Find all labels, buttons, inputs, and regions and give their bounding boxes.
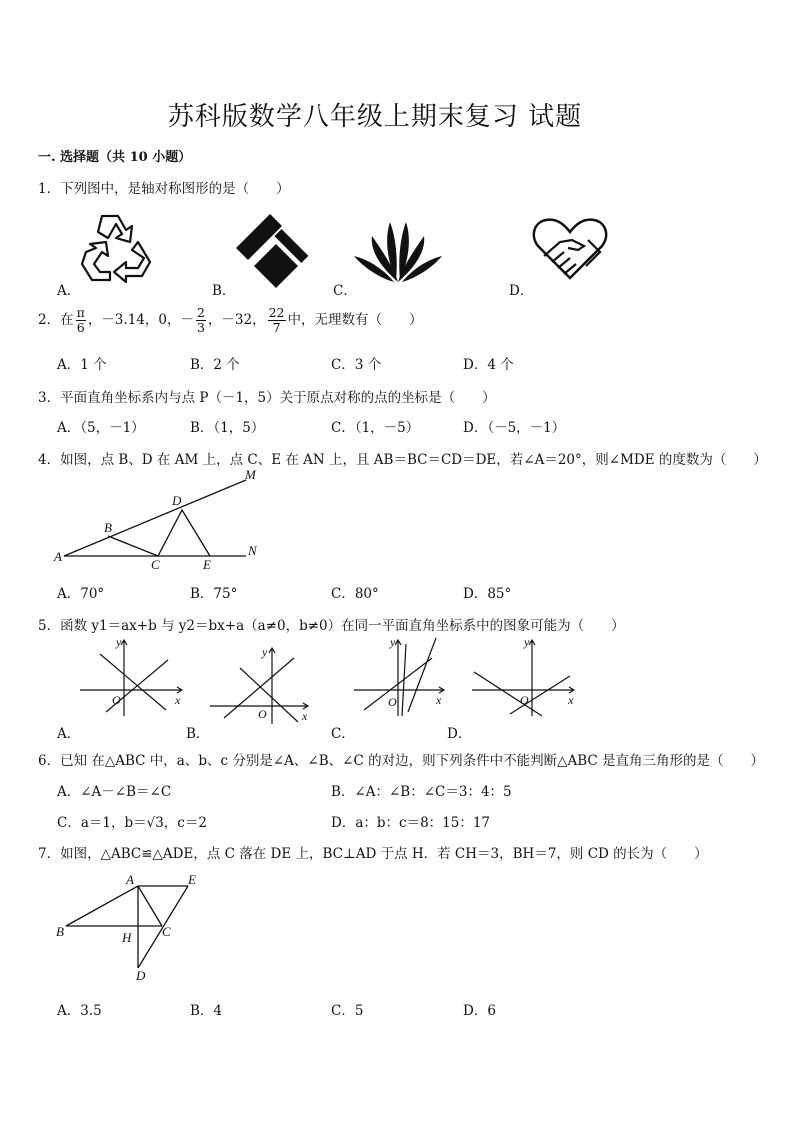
svg-text:x: x <box>436 693 442 707</box>
svg-text:x: x <box>568 693 574 707</box>
q4-option-b: B．75° <box>190 586 238 602</box>
q4-label-n: N <box>248 543 257 558</box>
section-heading: 一. 选择题（共 10 小题） <box>38 150 192 165</box>
svg-text:y: y <box>390 635 396 649</box>
q5-graph-d <box>470 636 582 718</box>
q2-option-b: B．2 个 <box>190 357 240 373</box>
q6-option-d: D．a：b：c＝8：15：17 <box>331 815 491 831</box>
q4-label-a: A <box>54 549 62 564</box>
chevron-block-icon <box>232 210 312 288</box>
q4-label-d: D <box>172 493 182 508</box>
q2-suffix: 中，无理数有（ ） <box>287 312 423 328</box>
question-1-stem: 1．下列图中，是轴对称图形的是（ ） <box>38 181 290 197</box>
huawei-fan-logo <box>352 218 444 284</box>
question-6-stem: 6．已知 在△ABC 中，a、b、c 分别是∠A、∠B、∠C 的对边，则下列条件中不能判断△ABC 是直角三角形的是（ ） <box>38 753 764 769</box>
q1-label-b: B． <box>212 283 236 299</box>
q6-option-b: B．∠A：∠B：∠C＝3：4：5 <box>331 784 512 800</box>
q7-label-h: H <box>122 930 132 945</box>
q1-label-d: D． <box>509 283 534 299</box>
svg-text:O: O <box>520 693 529 707</box>
svg-text:x: x <box>175 693 181 707</box>
q4-figure <box>50 466 270 574</box>
q2-middle2: ，－32， <box>207 312 266 328</box>
q7-option-d: D．6 <box>463 1003 496 1019</box>
q5-label-b: B． <box>186 726 210 742</box>
svg-text:y: y <box>524 635 530 649</box>
question-3-stem: 3．平面直角坐标系内与点 P（－1，5）关于原点对称的点的坐标是（ ） <box>38 390 496 406</box>
q4-option-c: C．80° <box>331 586 379 602</box>
q7-label-e: E <box>188 872 196 887</box>
svg-text:y: y <box>116 635 122 649</box>
q2-prefix: 2．在 <box>38 312 74 328</box>
q7-option-c: C．5 <box>331 1003 364 1019</box>
fraction-2-over-3: $\frac{2}{3}$ <box>196 305 205 335</box>
q3-option-c: C．（1，－5） <box>331 420 420 436</box>
svg-text:O: O <box>258 707 267 721</box>
question-4-stem: 4．如图，点 B、D 在 AM 上，点 C、E 在 AN 上，且 AB＝BC＝CD＝DE，若∠A＝20°，则∠MDE 的度数为（ ） <box>38 452 767 468</box>
q2-option-c: C．3 个 <box>331 357 382 373</box>
q3-option-b: B．（1，5） <box>190 420 265 436</box>
q7-figure <box>54 870 214 984</box>
q3-option-a: A．（5，－1） <box>57 420 145 436</box>
q4-label-m: M <box>245 467 256 482</box>
q4-option-a: A．70° <box>57 586 105 602</box>
q4-label-c: C <box>151 557 160 572</box>
heart-handshake-icon <box>530 216 610 282</box>
q7-label-c: C <box>162 924 171 939</box>
q7-option-a: A．3.5 <box>57 1003 102 1019</box>
fraction-22-over-7: $\frac{22}{7}$ <box>268 305 285 335</box>
page-title: 苏科版数学八年级上期末复习 试题 <box>167 102 583 132</box>
q7-option-b: B．4 <box>190 1003 223 1019</box>
q5-graph-c <box>352 636 452 718</box>
q1-label-c: C． <box>333 283 357 299</box>
q5-graph-b <box>208 646 320 726</box>
q2-middle: ，－3.14，0， <box>87 312 181 328</box>
q3-option-d: D．（－5，－1） <box>463 420 566 436</box>
q5-graph-a <box>78 636 190 718</box>
fraction-pi-over-6: $\frac{\pi}{6}$ <box>76 305 85 335</box>
q7-label-a: A <box>126 872 134 887</box>
svg-text:O: O <box>112 693 121 707</box>
q2-option-d: D．4 个 <box>463 357 514 373</box>
q4-label-b: B <box>104 520 112 535</box>
q6-option-a: A．∠A－∠B＝∠C <box>57 784 172 800</box>
question-2-stem: 2．在 $\frac{\pi}{6}$ ，－3.14，0，－ $\frac{2}{3}$ ，－32， $\frac{22}{7}$ 中，无理数有（ ） <box>38 305 423 335</box>
q2-option-a: A．1 个 <box>57 357 107 373</box>
q6-option-c: C．a＝1，b＝√3，c＝2 <box>57 815 207 831</box>
recycle-icon <box>78 212 158 284</box>
q4-label-e: E <box>203 557 211 572</box>
question-7-stem: 7．如图，△ABC≌△ADE，点 C 落在 DE 上，BC⊥AD 于点 H．若 CH＝3，BH＝7，则 CD 的长为（ ） <box>38 846 708 862</box>
q4-option-d: D．85° <box>463 586 512 602</box>
q5-label-c: C． <box>331 726 355 742</box>
question-5-stem: 5．函数 y1＝ax+b 与 y2＝bx+a（a≠0，b≠0）在同一平面直角坐标系中的图象可能为（ ） <box>38 618 625 634</box>
svg-text:O: O <box>388 695 397 709</box>
q7-label-b: B <box>56 924 64 939</box>
q1-label-a: A． <box>57 283 81 299</box>
q5-label-a: A． <box>57 726 81 742</box>
svg-text:x: x <box>302 709 308 723</box>
q7-label-d: D <box>136 968 146 983</box>
svg-text:y: y <box>262 645 268 659</box>
q5-label-d: D． <box>447 726 472 742</box>
